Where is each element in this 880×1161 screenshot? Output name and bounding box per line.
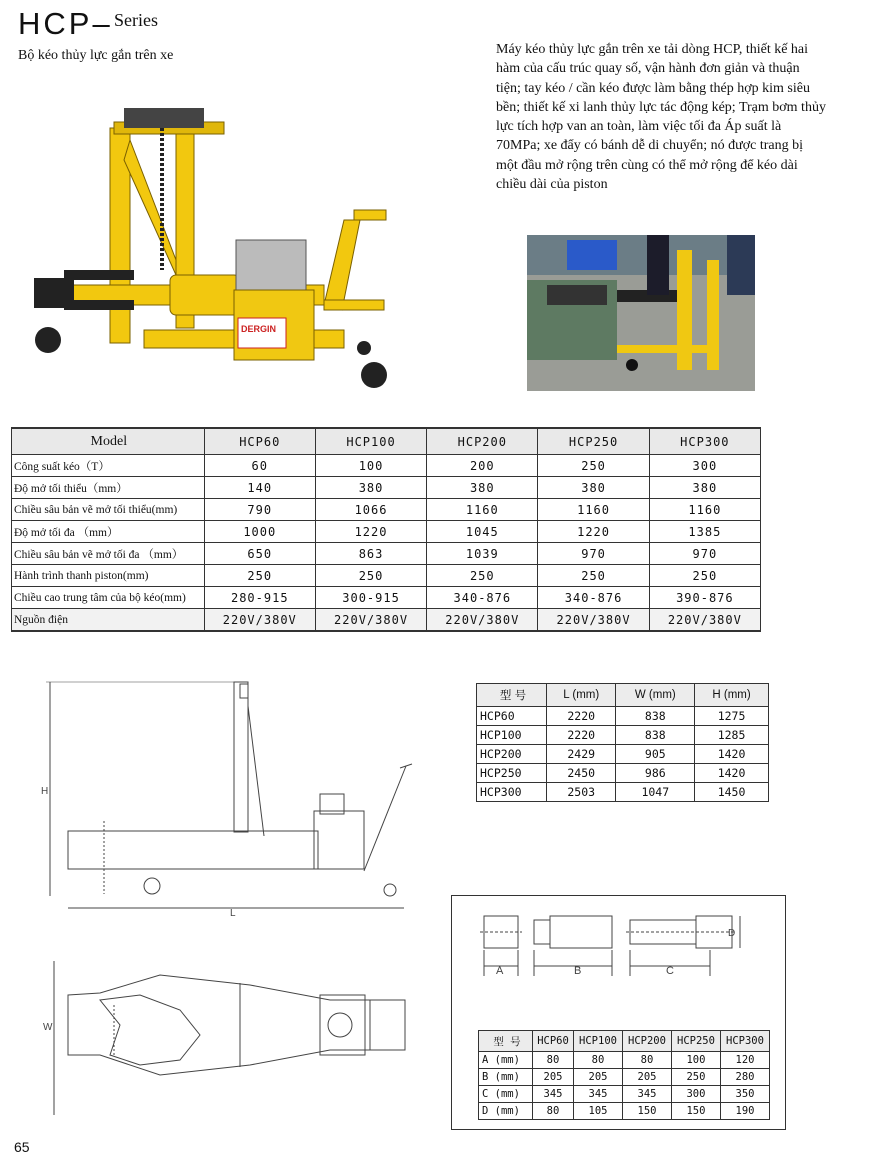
spec-value: 970 [649, 543, 760, 565]
page-number: 65 [14, 1139, 30, 1155]
spec-label: Nguồn điện [12, 609, 205, 632]
table-cell: 120 [720, 1052, 769, 1069]
spec-value: 60 [204, 455, 315, 477]
series-label: Series [114, 10, 158, 30]
table-row [479, 1086, 770, 1103]
hydraulic-puller-image [24, 100, 404, 400]
spec-value: 250 [204, 565, 315, 587]
table-cell: 80 [533, 1052, 574, 1069]
spec-row [12, 543, 761, 565]
table-cell: D (mm) [479, 1103, 533, 1120]
spec-value: 250 [649, 565, 760, 587]
spec-value: 250 [315, 565, 426, 587]
length-label: L [230, 908, 236, 919]
spec-value: 200 [427, 455, 538, 477]
column-header: 型 号 [477, 684, 547, 707]
table-row [477, 707, 769, 726]
spec-value: 220V/380V [315, 609, 426, 632]
part-label-b: B [574, 965, 582, 977]
column-header: HCP200 [623, 1031, 672, 1052]
table-cell: 2220 [547, 726, 616, 745]
table-cell: 345 [623, 1086, 672, 1103]
table-cell: 80 [574, 1052, 623, 1069]
height-label: H [41, 786, 49, 797]
spec-value: 380 [315, 477, 426, 499]
table-row [479, 1103, 770, 1120]
spec-value: 1385 [649, 521, 760, 543]
part-label-a: A [496, 965, 504, 977]
spec-header-row [12, 428, 761, 455]
table-cell: 2220 [547, 707, 616, 726]
column-header: HCP250 [671, 1031, 720, 1052]
spec-label: Chiều sâu bản vẽ mở tối đa （mm） [12, 543, 205, 565]
spec-row [12, 609, 761, 632]
spec-value: 340-876 [427, 587, 538, 609]
spec-value: 650 [204, 543, 315, 565]
table-cell: HCP250 [477, 764, 547, 783]
spec-value: 1160 [538, 499, 649, 521]
spec-row [12, 587, 761, 609]
spec-value: 1039 [427, 543, 538, 565]
accessory-header-row [479, 1031, 770, 1052]
spec-value: 300 [649, 455, 760, 477]
table-row [479, 1052, 770, 1069]
table-cell: HCP60 [477, 707, 547, 726]
table-cell: 1450 [695, 783, 769, 802]
spec-value: 970 [538, 543, 649, 565]
spec-value: 250 [538, 455, 649, 477]
spec-value: 100 [315, 455, 426, 477]
spec-value: 340-876 [538, 587, 649, 609]
spec-table [11, 427, 761, 632]
table-row [477, 726, 769, 745]
column-header: HCP100 [574, 1031, 623, 1052]
product-description: Máy kéo thủy lực gắn trên xe tải dòng HCP, thiết kế hai hàm của cấu trúc quay số, vận hành đơn giản và thuận tiện; tay kéo / cần kéo được làm bằng thép hợp kim siêu bền; thiết kế xi lanh thủy lực tác động kép; Trạm bơm thủy lực tích hợp van an toàn, làm việc tối đa Áp suất là 70MPa; xe đẩy có bánh dễ di chuyển; nó được trang bị một đầu mở rộng trên cùng có thể mở rộng để kéo dài chiều dài của piston [496, 42, 826, 193]
table-cell: 205 [533, 1069, 574, 1086]
table-cell: HCP200 [477, 745, 547, 764]
table-cell: 905 [616, 745, 695, 764]
spec-value: 1220 [538, 521, 649, 543]
spec-value: 380 [427, 477, 538, 499]
spec-value: 1220 [315, 521, 426, 543]
spec-row [12, 455, 761, 477]
table-cell: 105 [574, 1103, 623, 1120]
dimensions-table [476, 683, 769, 802]
spec-value: 390-876 [649, 587, 760, 609]
spec-value: 250 [427, 565, 538, 587]
model-header: HCP250 [538, 428, 649, 455]
table-cell: HCP100 [477, 726, 547, 745]
table-cell: 345 [574, 1086, 623, 1103]
spec-row [12, 499, 761, 521]
width-label: W [43, 1022, 53, 1033]
spec-value: 1160 [427, 499, 538, 521]
top-view-drawing [40, 955, 420, 1125]
table-cell: 150 [623, 1103, 672, 1120]
table-cell: 300 [671, 1086, 720, 1103]
table-cell: 205 [623, 1069, 672, 1086]
column-header: H (mm) [695, 684, 769, 707]
spec-value: 1160 [649, 499, 760, 521]
table-cell: A (mm) [479, 1052, 533, 1069]
table-row [479, 1069, 770, 1086]
usage-photo [527, 235, 755, 391]
table-cell: 190 [720, 1103, 769, 1120]
table-cell: 205 [574, 1069, 623, 1086]
spec-label: Chiều cao trung tâm của bộ kéo(mm) [12, 587, 205, 609]
table-cell: 1275 [695, 707, 769, 726]
table-cell: 2503 [547, 783, 616, 802]
spec-value: 380 [649, 477, 760, 499]
table-cell: 80 [533, 1103, 574, 1120]
table-cell: 80 [623, 1052, 672, 1069]
spec-value: 1000 [204, 521, 315, 543]
page-subtitle: Bộ kéo thủy lực gắn trên xe [18, 48, 174, 63]
table-row [477, 764, 769, 783]
model-header: HCP100 [315, 428, 426, 455]
spec-value: 863 [315, 543, 426, 565]
table-cell: 345 [533, 1086, 574, 1103]
spec-label: Hành trình thanh piston(mm) [12, 565, 205, 587]
extension-parts-drawing [478, 910, 768, 982]
column-header: W (mm) [616, 684, 695, 707]
spec-value: 1045 [427, 521, 538, 543]
spec-label: Chiều sâu bản vẽ mở tối thiểu(mm) [12, 499, 205, 521]
table-cell: 350 [720, 1086, 769, 1103]
table-cell: B (mm) [479, 1069, 533, 1086]
table-cell: 2429 [547, 745, 616, 764]
spec-value: 1066 [315, 499, 426, 521]
model-header: HCP300 [649, 428, 760, 455]
spec-value: 220V/380V [538, 609, 649, 632]
table-row [477, 783, 769, 802]
model-header: HCP60 [204, 428, 315, 455]
spec-value: 790 [204, 499, 315, 521]
spec-value: 380 [538, 477, 649, 499]
table-cell: 838 [616, 726, 695, 745]
spec-label: Độ mở tối thiểu（mm） [12, 477, 205, 499]
spec-value: 250 [538, 565, 649, 587]
part-label-c: C [666, 965, 674, 977]
column-header: L (mm) [547, 684, 616, 707]
spec-row [12, 521, 761, 543]
table-cell: 1285 [695, 726, 769, 745]
table-cell: 150 [671, 1103, 720, 1120]
table-cell: 838 [616, 707, 695, 726]
brand-logo: DERGIN [241, 324, 277, 334]
spec-value: 220V/380V [649, 609, 760, 632]
spec-value: 280-915 [204, 587, 315, 609]
table-cell: 1420 [695, 745, 769, 764]
table-cell: 280 [720, 1069, 769, 1086]
table-cell: 1420 [695, 764, 769, 783]
table-cell: 1047 [616, 783, 695, 802]
spec-value: 220V/380V [204, 609, 315, 632]
table-cell: 100 [671, 1052, 720, 1069]
column-header: HCP60 [533, 1031, 574, 1052]
table-cell: HCP300 [477, 783, 547, 802]
table-cell: C (mm) [479, 1086, 533, 1103]
spec-value: 140 [204, 477, 315, 499]
model-header: HCP200 [427, 428, 538, 455]
table-cell: 250 [671, 1069, 720, 1086]
part-label-d: D [728, 928, 736, 939]
side-view-drawing [41, 676, 424, 919]
spec-value: 300-915 [315, 587, 426, 609]
table-row [477, 745, 769, 764]
table-cell: 2450 [547, 764, 616, 783]
dimensions-header-row [477, 684, 769, 707]
spec-row [12, 565, 761, 587]
column-header: HCP300 [720, 1031, 769, 1052]
spec-label: Độ mở tối đa （mm） [12, 521, 205, 543]
spec-label: Công suất kéo（T） [12, 455, 205, 477]
spec-value: 220V/380V [427, 609, 538, 632]
series-code: HCP– [18, 6, 113, 41]
accessory-table [478, 1030, 770, 1120]
model-column-header: Model [12, 428, 205, 455]
table-cell: 986 [616, 764, 695, 783]
spec-row [12, 477, 761, 499]
column-header: 型 号 [479, 1031, 533, 1052]
